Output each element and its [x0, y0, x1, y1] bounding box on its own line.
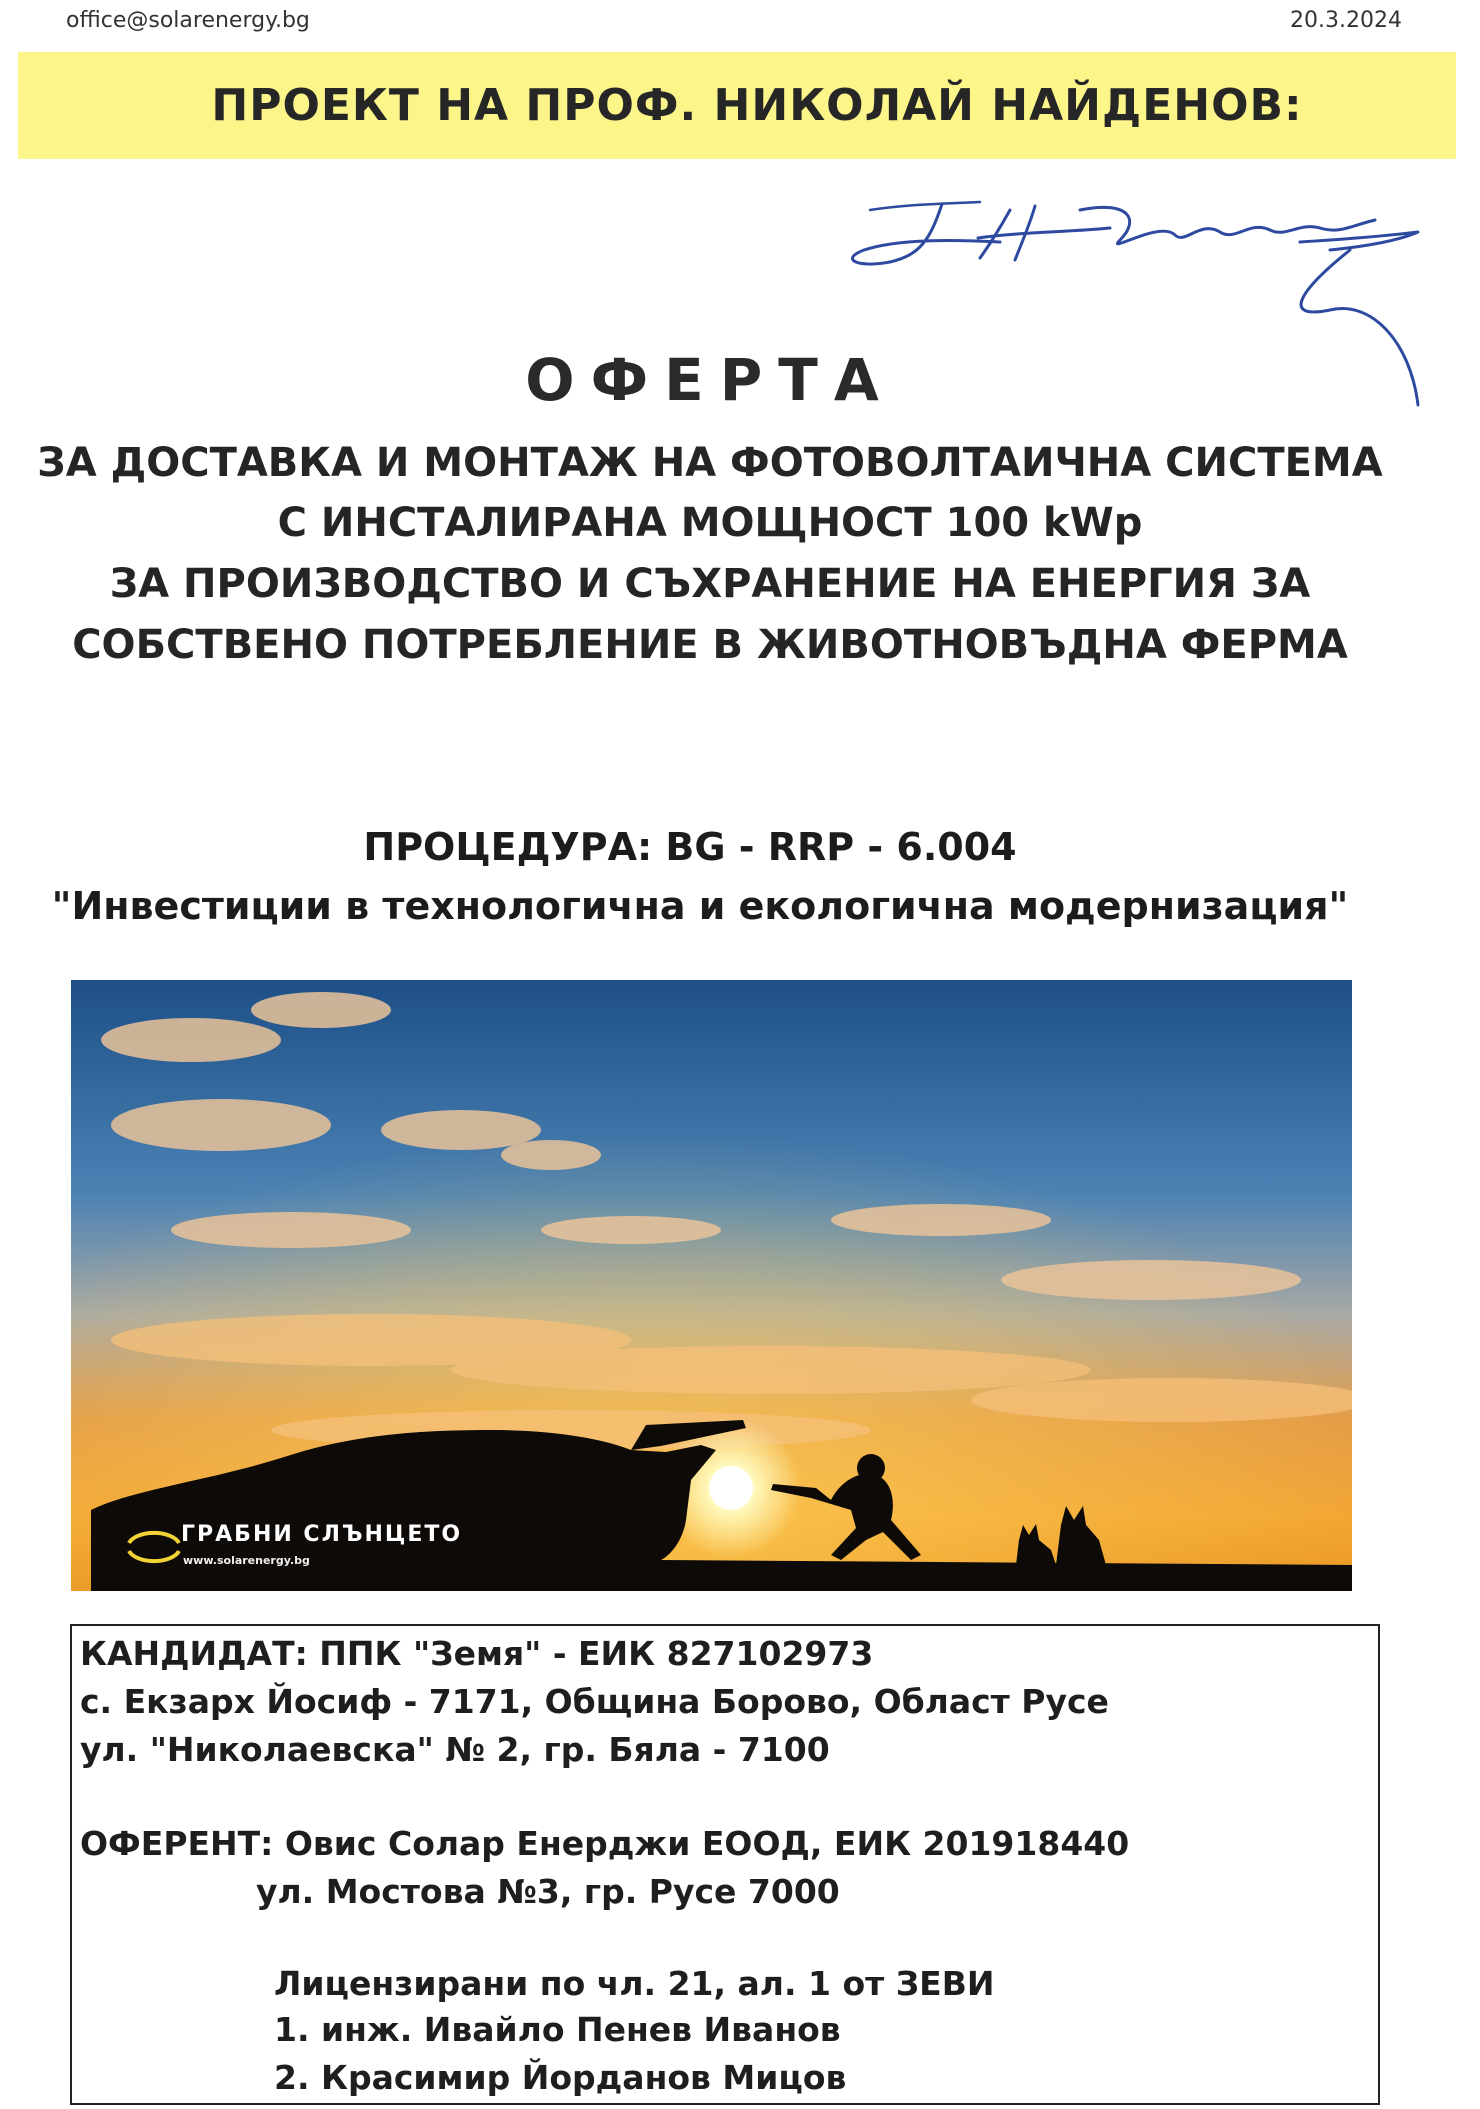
offer-subtitle-line: ЗА ПРОИЗВОДСТВО И СЪХРАНЕНИЕ НА ЕНЕРГИЯ ЗА	[109, 561, 1311, 607]
applicant-line: ул. "Николаевска" № 2, гр. Бяла - 7100	[80, 1730, 830, 1769]
offer-title: ОФЕРТА	[525, 346, 895, 414]
header-date: 20.3.2024	[1290, 8, 1402, 33]
project-banner	[18, 52, 1456, 159]
offer-subtitle-line: СОБСТВЕНО ПОТРЕБЛЕНИЕ В ЖИВОТНОВЪДНА ФЕРМА	[72, 622, 1348, 668]
program-title: "Инвестиции в технологична и екологична модернизация"	[51, 884, 1349, 928]
licensed-heading: Лицензирани по чл. 21, ал. 1 от ЗЕВИ	[274, 1964, 995, 2003]
sunset-promo-photo	[71, 980, 1352, 1591]
offeror-line: ул. Мостова №3, гр. Русе 7000	[256, 1872, 840, 1911]
licensed-person: 2. Красимир Йорданов Мицов	[274, 2058, 847, 2097]
applicant-line: КАНДИДАТ: ППК "Земя" - ЕИК 827102973	[80, 1634, 874, 1673]
banner-title: ПРОЕКТ НА ПРОФ. НИКОЛАЙ НАЙДЕНОВ:	[211, 80, 1303, 131]
applicant-line: с. Екзарх Йосиф - 7171, Община Борово, Област Русе	[80, 1682, 1109, 1721]
offeror-line: ОФЕРЕНТ: Овис Солар Енерджи ЕООД, ЕИК 201918440	[80, 1824, 1130, 1863]
procedure-code: ПРОЦЕДУРА: BG - RRP - 6.004	[363, 825, 1017, 869]
sunset-scene-illustration	[71, 980, 1352, 1591]
offer-subtitle-line: С ИНСТАЛИРАНА МОЩНОСТ 100 kWp	[277, 500, 1143, 546]
photo-url-text: www.solarenergy.bg	[183, 1554, 310, 1567]
offer-subtitle-line: ЗА ДОСТАВКА И МОНТАЖ НА ФОТОВОЛТАИЧНА СИСТЕМА	[37, 440, 1383, 486]
parties-info-box	[70, 1624, 1380, 2105]
photo-brand-text: ГРАБНИ СЛЪНЦЕТО	[181, 1522, 463, 1547]
header-email: office@solarenergy.bg	[66, 8, 310, 33]
licensed-person: 1. инж. Ивайло Пенев Иванов	[274, 2010, 841, 2049]
